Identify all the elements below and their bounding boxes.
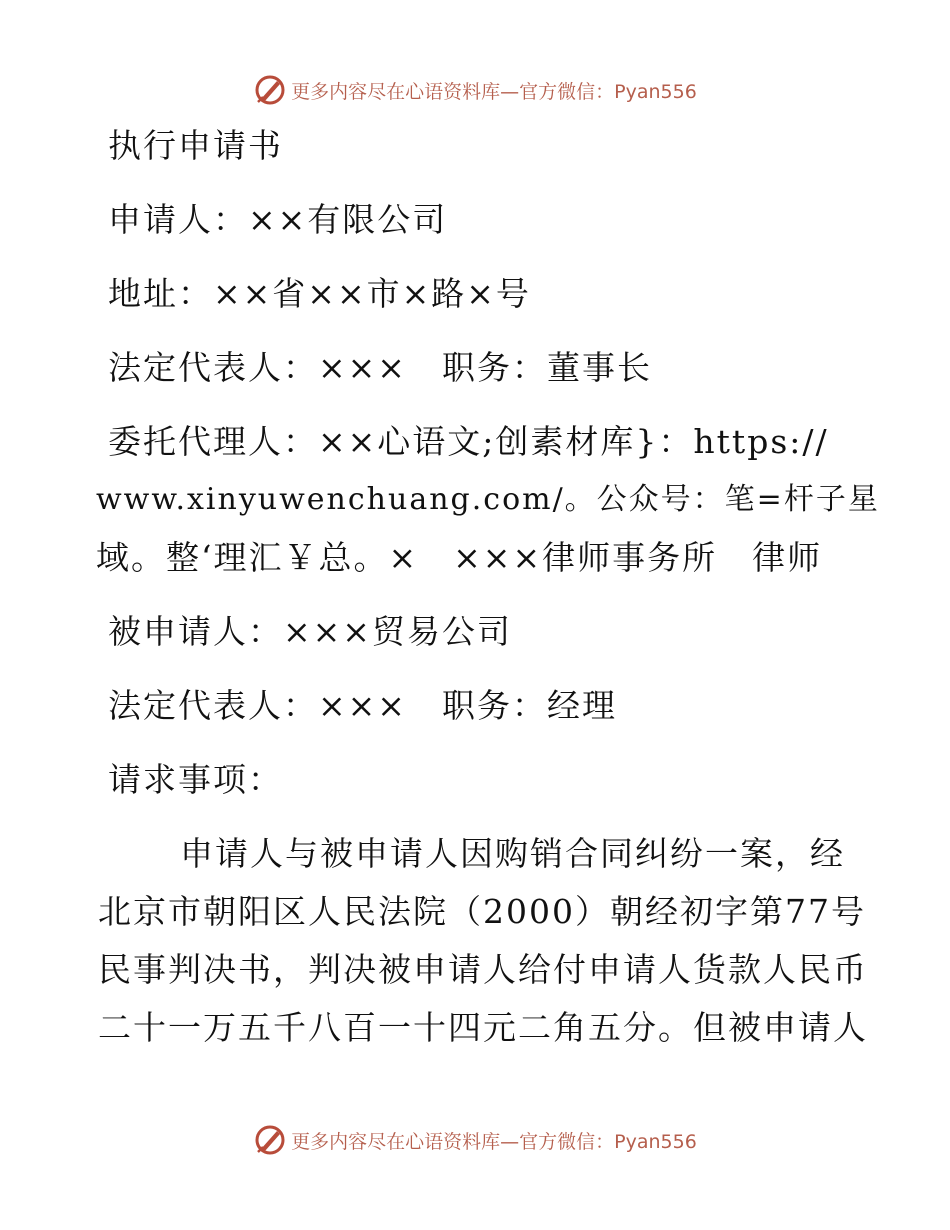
- document-title: 执行申请书: [108, 126, 283, 165]
- header-banner: [0, 70, 950, 110]
- applicant-line: 申请人：××有限公司: [108, 200, 448, 239]
- quill-logo-icon: [253, 73, 287, 107]
- body-line-4: 二十一万五千八百一十四元二角五分。但被申请人: [98, 1008, 868, 1047]
- header-banner-text: 更多内容尽在心语资料库—官方微信：Pyan556: [291, 80, 697, 103]
- agent-line-2: www.xinyuwenchuang.com/。公众号：笔=杆子星: [96, 482, 880, 517]
- quill-logo-icon: [253, 1123, 287, 1157]
- respondent-line: 被申请人：×××贸易公司: [108, 612, 512, 651]
- request-heading: 请求事项：: [108, 760, 283, 799]
- footer-banner: [0, 1120, 950, 1160]
- agent-line-1: 委托代理人：××心语文;创素材库}：https://: [108, 422, 829, 461]
- address-line: 地址：××省××市×路×号: [108, 274, 531, 313]
- body-line-2: 北京市朝阳区人民法院（2000）朝经初字第77号: [98, 892, 866, 931]
- agent-line-3: 域。整‘理汇￥总。× ×××律师事务所 律师: [96, 538, 823, 577]
- body-line-1: 申请人与被申请人因购销合同纠纷一案，经: [180, 834, 845, 873]
- legal-rep-line: 法定代表人：××× 职务：董事长: [108, 348, 652, 387]
- respondent-legal-rep-line: 法定代表人：××× 职务：经理: [108, 686, 617, 725]
- body-line-3: 民事判决书，判决被申请人给付申请人货款人民币: [98, 950, 868, 989]
- footer-banner-text: 更多内容尽在心语资料库—官方微信：Pyan556: [291, 1130, 697, 1153]
